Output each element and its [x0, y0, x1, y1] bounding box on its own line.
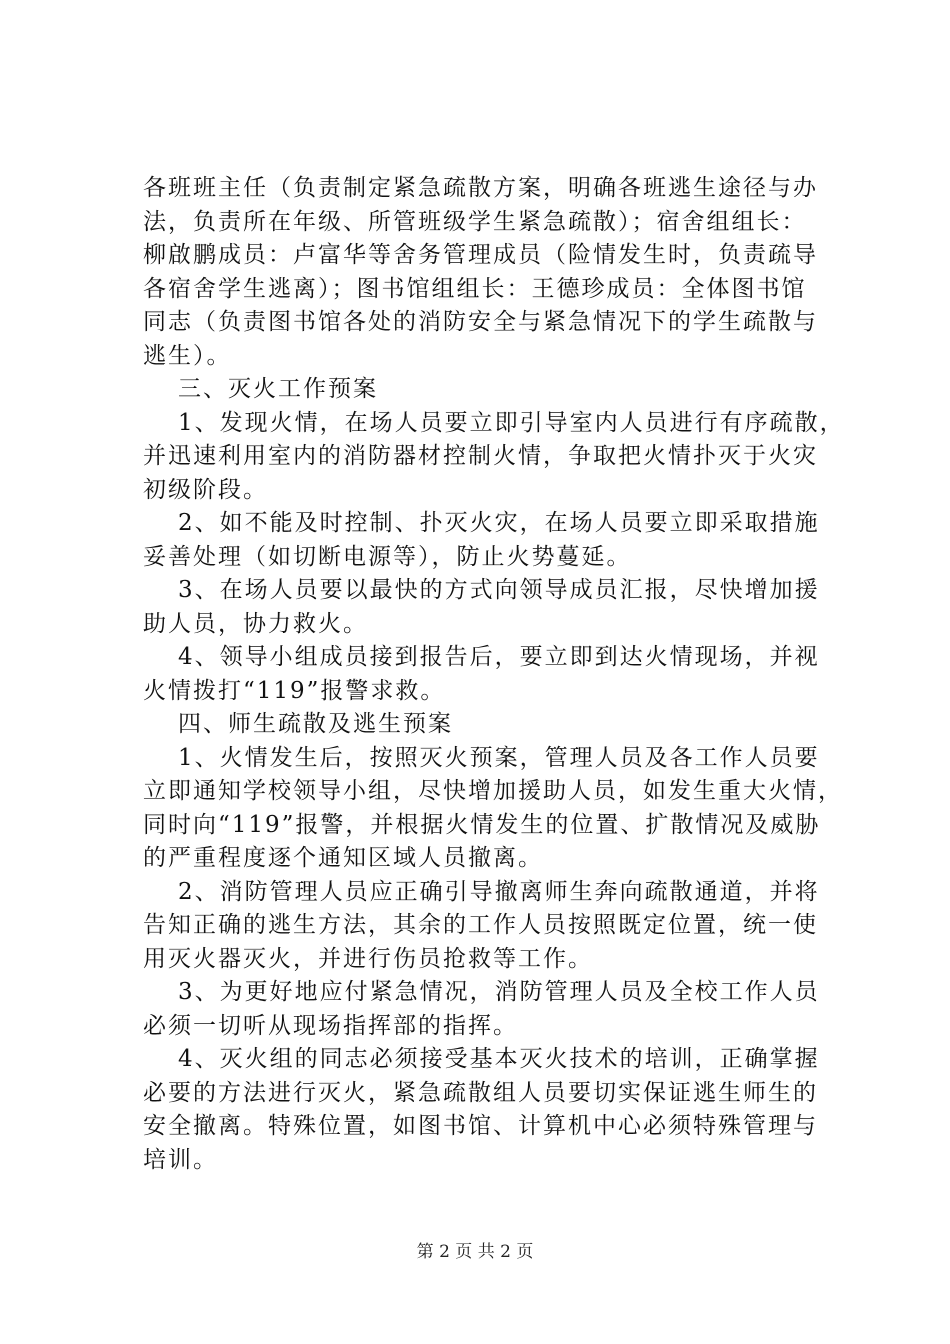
text-line: 3、在场人员要以最快的方式向领导成员汇报，尽快增加援 — [178, 577, 820, 603]
text-line: 同时向“119”报警，并根据火情发生的位置、扩散情况及威胁 — [143, 811, 821, 838]
text-line: 用灭火器灭火，并进行伤员抢救等工作。 — [143, 945, 593, 972]
text-line: 三、灭火工作预案 — [178, 376, 378, 402]
text-line: 3、为更好地应付紧急情况，消防管理人员及全校工作人员 — [178, 979, 820, 1005]
text-line: 必要的方法进行灭火，紧急疏散组人员要切实保证逃生师生的 — [143, 1079, 818, 1106]
page-footer: 第 2 页 共 2 页 — [416, 1242, 534, 1262]
text-line: 妥善处理（如切断电源等），防止火势蔓延。 — [143, 543, 632, 570]
text-line: 法，负责所在年级、所管班级学生紧急疏散）；宿舍组组长： — [143, 208, 807, 235]
text-line: 2、消防管理人员应正确引导撤离师生奔向疏散通道，并将 — [178, 878, 820, 905]
text-line: 火情拨打“119”报警求救。 — [143, 677, 446, 704]
text-line: 柳啟鹏成员：卢富华等舍务管理成员（险情发生时，负责疏导 — [143, 242, 818, 268]
text-line: 初级阶段。 — [143, 476, 268, 503]
text-line: 培训。 — [143, 1146, 218, 1173]
text-line: 助人员，协力救火。 — [143, 610, 368, 637]
text-line: 4、灭火组的同志必须接受基本灭火技术的培训，正确掌握 — [178, 1046, 820, 1072]
text-line: 立即通知学校领导小组，尽快增加援助人员，如发生重大火情， — [143, 778, 843, 804]
text-line: 逃生）。 — [143, 342, 232, 369]
text-line: 四、师生疏散及逃生预案 — [178, 711, 453, 737]
document-body — [143, 172, 845, 1177]
text-line: 各宿舍学生逃离）；图书馆组组长：王德珍成员：全体图书馆 — [143, 275, 807, 302]
text-line: 安全撤离。特殊位置，如图书馆、计算机中心必须特殊管理与 — [143, 1113, 818, 1139]
text-line: 同志（负责图书馆各处的消防安全与紧急情况下的学生疏散与 — [143, 309, 818, 335]
text-line: 2、如不能及时控制、扑灭火灾，在场人员要立即采取措施 — [178, 510, 820, 536]
text-line: 1、发现火情，在场人员要立即引导室内人员进行有序疏散， — [178, 409, 845, 436]
text-line: 必须一切听从现场指挥部的指挥。 — [143, 1012, 518, 1039]
text-line: 4、领导小组成员接到报告后，要立即到达火情现场，并视 — [178, 644, 820, 670]
text-line: 各班班主任（负责制定紧急疏散方案，明确各班逃生途径与办 — [143, 175, 818, 201]
text-line: 的严重程度逐个通知区域人员撤离。 — [143, 845, 543, 871]
text-line: 1、火情发生后，按照灭火预案，管理人员及各工作人员要 — [178, 744, 820, 771]
text-line: 并迅速利用室内的消防器材控制火情，争取把火情扑灭于火灾 — [143, 443, 818, 469]
text-line: 告知正确的逃生方法，其余的工作人员按照既定位置，统一使 — [143, 912, 818, 938]
